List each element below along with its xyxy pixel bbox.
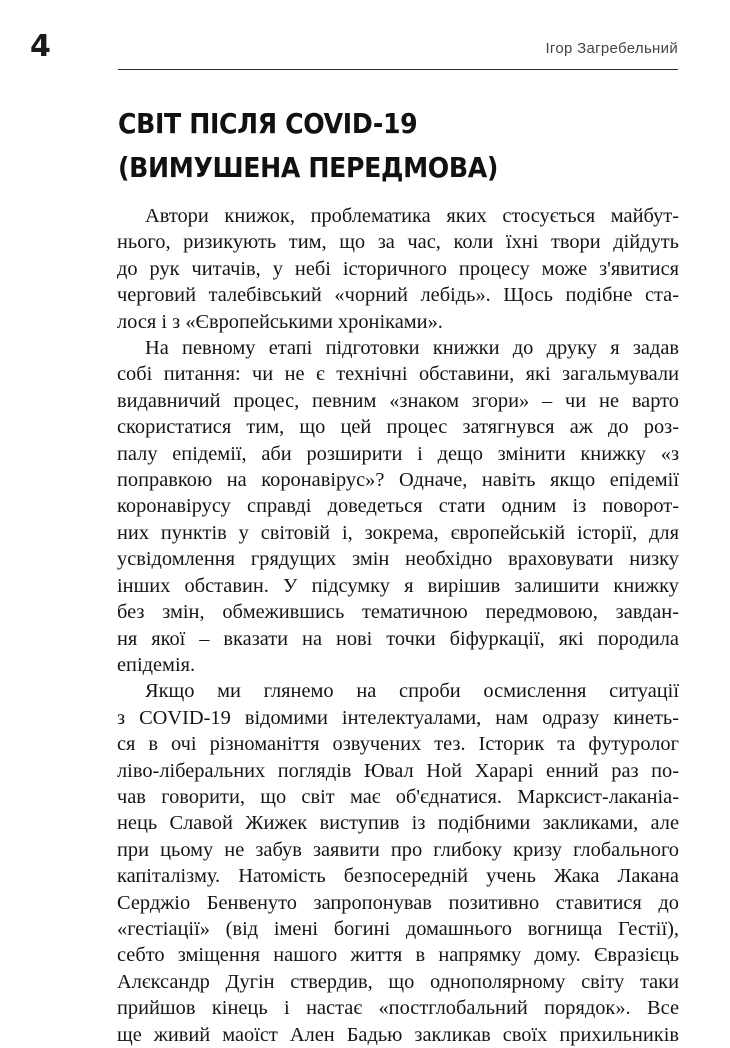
chapter-title-line-1: СВІТ ПІСЛЯ COVID-19 — [118, 107, 418, 140]
text-line: до рук читачів, у небі історичного процесу може з'явитися — [117, 257, 679, 280]
text-line: з COVID-19 відомими інтелектуалами, нам одразу кинеть- — [117, 706, 679, 729]
text-line: себто зміщення нашого життя в напрямку дому. Євразієць — [117, 944, 679, 967]
text-line: нець Славой Жижек виступив із подібними закликами, але — [117, 812, 679, 835]
text-line: Якщо ми глянемо на спроби осмислення ситуації — [145, 680, 679, 703]
text-line: при цьому не забув заявити про глибоку кризу глобального — [117, 838, 679, 861]
text-line: усвідомлення грядущих змін необхідно враховувати низку — [117, 548, 679, 571]
text-line: Серджіо Бенвенуто запропонував позитивно ставитися до — [117, 891, 679, 914]
text-line: ліво-ліберальних поглядів Ювал Ной Харарі енний раз по- — [117, 759, 679, 782]
text-line: «гестіації» (від імені богині домашнього вогнища Гестії), — [117, 917, 679, 940]
text-line: собі питання: чи не є технічні обставини, які загальмували — [117, 363, 679, 386]
text-line: лося і з «Європейськими хроніками». — [117, 310, 443, 333]
running-head: Ігор Загребельний — [545, 40, 678, 57]
text-line: коронавірусу справді доведеться стати одним із поворот- — [117, 495, 679, 518]
text-line: черговий талебівський «чорний лебідь». Щось подібне ста- — [117, 284, 679, 307]
text-line: Алєксандр Дугін ствердив, що однополярному світу таки — [117, 970, 679, 993]
body-text — [117, 203, 679, 1048]
chapter-title-line-2: (ВИМУШЕНА ПЕРЕДМОВА) — [118, 151, 498, 184]
text-line: скористатися тим, що цей процес затягнувся аж до роз- — [117, 416, 679, 439]
text-line: ся в очі різноманіття озвучених тез. Історик та футуролог — [117, 733, 679, 756]
text-line: видавничий процес, певним «знаком згори» – чи не варто — [117, 389, 679, 412]
text-line: без змін, обмежившись тематичною передмовою, завдан- — [117, 601, 679, 624]
text-line: інших обставин. У підсумку я вирішив залишити книжку — [117, 574, 679, 597]
text-line: них пунктів у світовій і, зокрема, європейській історії, для — [117, 521, 679, 544]
chapter-title — [118, 102, 622, 190]
text-line: чав говорити, що світ має об'єднатися. Марксист-лаканіа- — [117, 785, 679, 808]
text-line: капіталізму. Натомість безпосередній учень Жака Лакана — [117, 865, 679, 888]
text-line: палу епідемії, аби розширити і дещо змінити книжку «з — [117, 442, 679, 465]
text-line: ще живий маоїст Ален Бадью закликав своїх прихильників — [117, 1023, 679, 1046]
header-rule — [118, 69, 678, 70]
text-line: епідемія. — [117, 653, 196, 676]
text-line: Автори книжок, проблематика яких стосується майбут- — [145, 205, 679, 227]
text-line: ня якої – вказати на нові точки біфуркації, які породила — [117, 627, 679, 650]
text-line: нього, ризикують тим, що за час, коли їхні твори дійдуть — [117, 231, 679, 254]
text-line: прийшов кінець і настає «постглобальний порядок». Все — [117, 997, 679, 1020]
text-line: На певному етапі підготовки книжки до друку я задав — [145, 337, 679, 360]
text-line: поправкою на коронавірус»? Одначе, навіть якщо епідемії — [117, 469, 679, 492]
page-number: 4 — [30, 29, 51, 64]
